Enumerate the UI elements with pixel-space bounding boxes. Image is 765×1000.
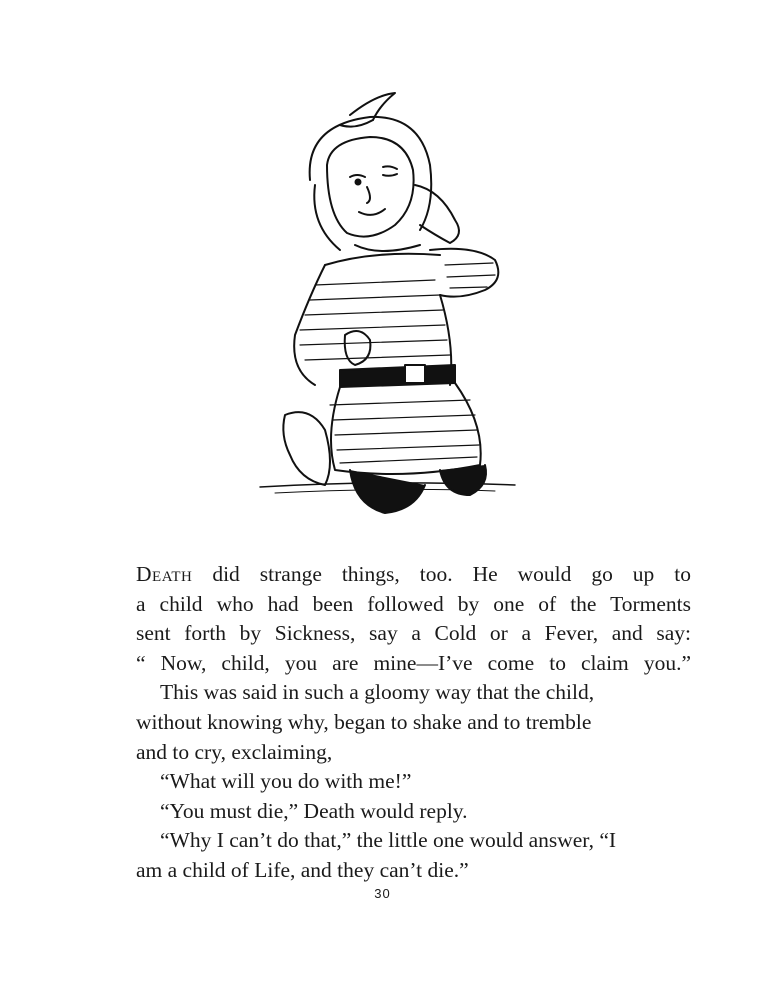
text-line: sent forth by Sickness, say a Cold or a Fever, and say: [136, 621, 691, 646]
paragraph-4 [136, 797, 691, 827]
paragraph-3 [136, 767, 691, 797]
text-line: a child who had been followed by one of the Torments [136, 591, 691, 616]
text-line: did strange things, too. He would go up to [192, 562, 691, 586]
text-line: and to cry, exclaiming, [136, 739, 333, 764]
paragraph-2 [136, 678, 691, 767]
paragraph-5 [136, 826, 691, 885]
child-drawing [255, 85, 575, 535]
text-line: “You must die,” Death would reply. [160, 798, 468, 823]
text-line: “ Now, child, you are mine—I’ve come to claim you.” [136, 650, 691, 675]
lead-word: Death [136, 562, 193, 586]
kneeling-child-illustration [255, 85, 575, 535]
text-line: am a child of Life, and they can’t die.” [136, 857, 469, 882]
text-line: without knowing why, began to shake and to tremble [136, 709, 592, 734]
page-number: 30 [374, 886, 391, 901]
paragraph-1 [136, 560, 691, 678]
body-text [136, 560, 691, 886]
text-line: “What will you do with me!” [160, 769, 412, 794]
text-line: “Why I can’t do that,” the little one would answer, “I [160, 828, 617, 853]
text-line: This was said in such a gloomy way that the child, [160, 680, 595, 705]
